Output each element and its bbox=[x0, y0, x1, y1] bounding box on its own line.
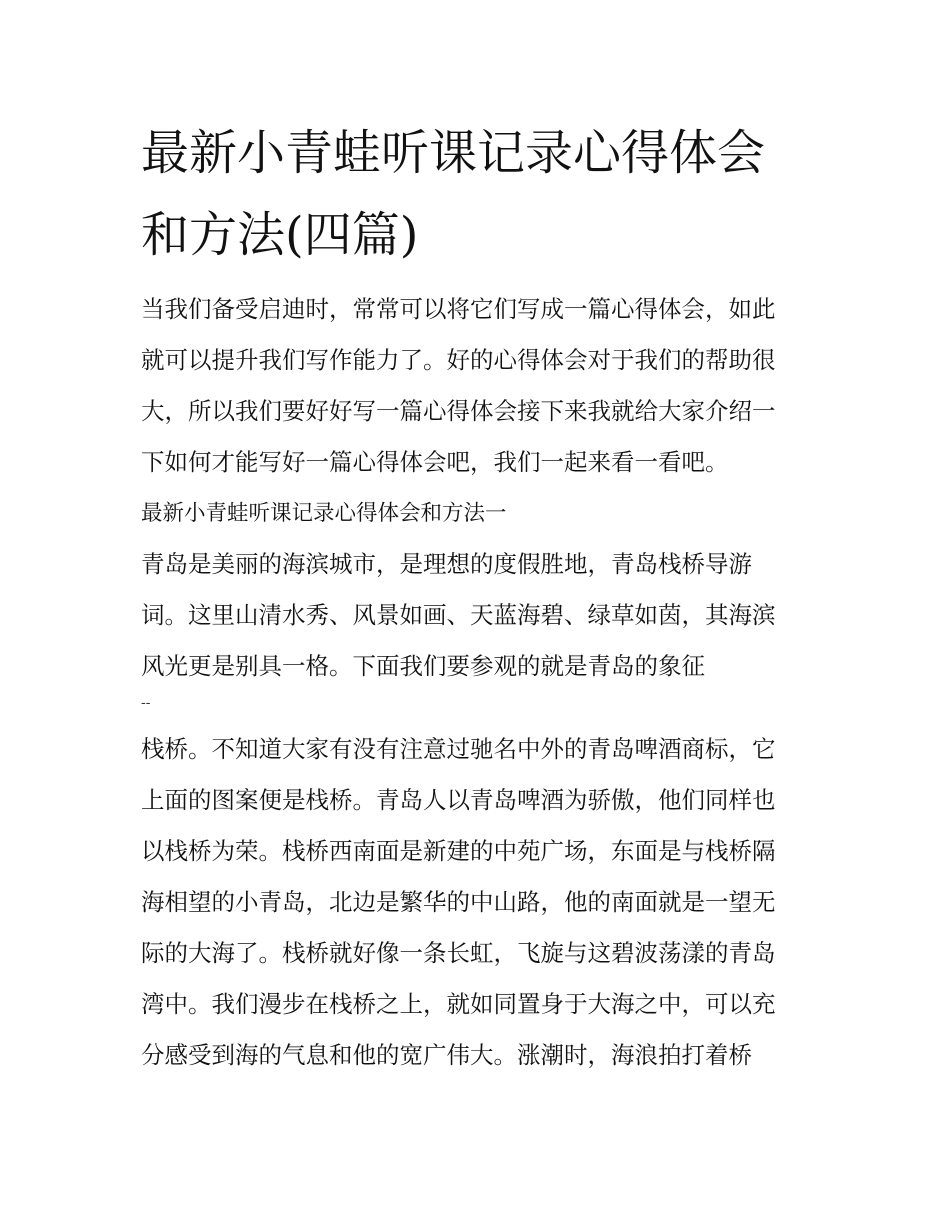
paragraph-line: 以栈桥为荣。栈桥西南面是新建的中苑广场，东面是与栈桥隔 bbox=[141, 837, 776, 865]
intro-paragraph bbox=[141, 284, 813, 488]
page-separator: -- bbox=[141, 695, 151, 711]
paragraph-line: 上面的图案便是栈桥。青岛人以青岛啤酒为骄傲，他们同样也 bbox=[141, 786, 776, 814]
paragraph-line: 青岛是美丽的海滨城市，是理想的度假胜地，青岛栈桥导游 bbox=[141, 550, 752, 578]
paragraph-line: 当我们备受启迪时，常常可以将它们写成一篇心得体会，如此 bbox=[141, 295, 776, 323]
paragraph-line: 大，所以我们要好好写一篇心得体会接下来我就给大家介绍一 bbox=[141, 397, 776, 425]
paragraph-line: 际的大海了。栈桥就好像一条长虹，飞旋与这碧波荡漾的青岛 bbox=[141, 939, 776, 967]
paragraph-line: 湾中。我们漫步在栈桥之上，就如同置身于大海之中，可以充 bbox=[141, 990, 776, 1018]
paragraph-line: 词。这里山清水秀、风景如画、天蓝海碧、绿草如茵，其海滨 bbox=[141, 601, 776, 629]
paragraph-line: 风光更是别具一格。下面我们要参观的就是青岛的象征 bbox=[141, 652, 705, 680]
section-heading: 最新小青蛙听课记录心得体会和方法一 bbox=[141, 501, 507, 526]
paragraph-line: 下如何才能写好一篇心得体会吧，我们一起来看一看吧。 bbox=[141, 448, 729, 476]
paragraph-line: 栈桥。不知道大家有没有注意过驰名中外的青岛啤酒商标，它 bbox=[141, 735, 776, 763]
section-paragraph-a bbox=[141, 539, 813, 692]
paragraph-line: 海相望的小青岛，北边是繁华的中山路，他的南面就是一望无 bbox=[141, 888, 776, 916]
document-title bbox=[141, 112, 813, 276]
document-content bbox=[141, 112, 813, 1081]
paragraph-line: 分感受到海的气息和他的宽广伟大。涨潮时，海浪拍打着桥 bbox=[141, 1041, 752, 1069]
title-line: 最新小青蛙听课记录心得体会 bbox=[141, 125, 766, 181]
paragraph-line: 就可以提升我们写作能力了。好的心得体会对于我们的帮助很 bbox=[141, 346, 776, 374]
title-line: 和方法(四篇) bbox=[141, 207, 419, 263]
section-paragraph-b bbox=[141, 724, 813, 1081]
